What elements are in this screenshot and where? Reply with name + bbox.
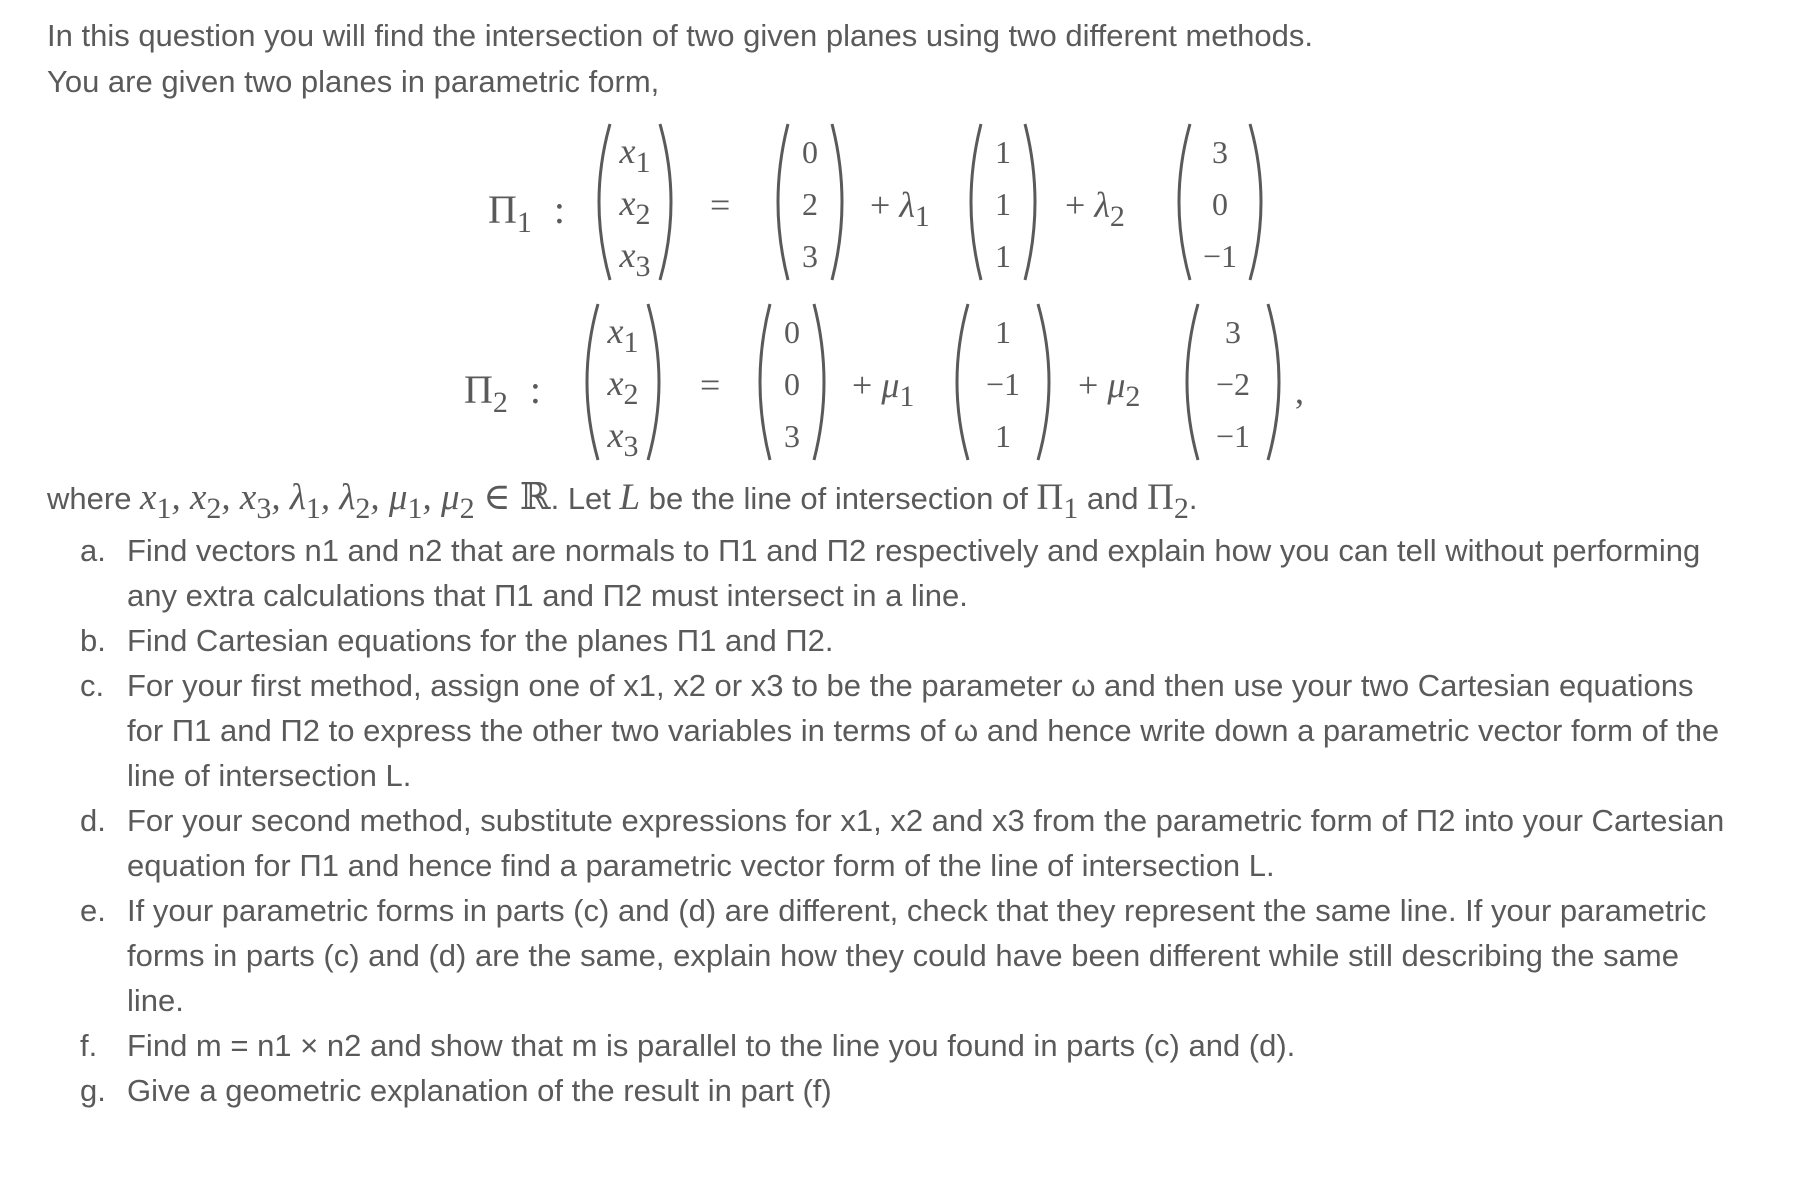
part-d: d. For your second method, substitute expressions for x1, x2 and x3 from the parametric form of Π2 into your Cartesian equation for Π1 and hence find a parametric vector form of the line of intersection L. — [80, 803, 1725, 883]
vector-entry: −1 — [985, 366, 1021, 402]
part-e: e. If your parametric forms in parts (c) and (d) are different, check that they represent the same line. If your parametric forms in parts (c) and (d) are the same, explain how they could have been different while still describing the same line. — [80, 893, 1707, 1018]
vector-entry: −1 — [1215, 418, 1251, 454]
plane-1-equals: = — [710, 185, 731, 225]
part-g: g. Give a geometric explanation of the result in part (f) — [80, 1073, 832, 1108]
part-f: f. Find m = n1 × n2 and show that m is parallel to the line you found in parts (c) and (d). — [80, 1028, 1296, 1063]
question-parts — [80, 528, 1730, 1113]
vector-entry: 0 — [784, 314, 800, 350]
plane-1-param-2: + $\lambda_2$ — [1065, 185, 1125, 233]
vector-entry: 3 — [802, 238, 818, 274]
vector-entry: 1 — [995, 314, 1011, 350]
part-b: b. Find Cartesian equations for the planes Π1 and Π2. — [80, 623, 834, 658]
vector-entry: −2 — [1215, 366, 1251, 402]
vector-entry: 1 — [995, 134, 1011, 170]
part-a: a. Find vectors n1 and n2 that are normals to Π1 and Π2 respectively and explain how you can tell without performing any extra calculations that Π1 and Π2 must intersect in a line. — [80, 533, 1701, 613]
plane-1-dir-1-vector — [963, 120, 1043, 285]
part-c: c. For your first method, assign one of x1, x2 or x3 to be the parameter ω and then use your two Cartesian equations for Π1 and Π2 to express the other two variables in terms of ω and hence write down a parametric vector form of the line of intersection L. — [80, 668, 1720, 793]
vector-entry: 1 — [995, 186, 1011, 222]
plane-2-comma: , — [1295, 371, 1304, 411]
plane-2-lhs-x2: $x_2$ — [607, 363, 639, 411]
plane-1-dir-2-vector — [1170, 120, 1270, 285]
vector-entry: 3 — [1212, 134, 1228, 170]
vector-entry: 1 — [995, 238, 1011, 274]
intro-line-1: In this question you will find the intersection of two given planes using two different methods. — [47, 18, 1313, 53]
vector-entry: 0 — [802, 134, 818, 170]
plane-2-dir-2-vector — [1178, 300, 1288, 465]
vector-entry: 0 — [784, 366, 800, 402]
plane-2-point-vector — [752, 300, 832, 465]
vector-entry: 2 — [802, 186, 818, 222]
plane-1-lhs-vector — [590, 120, 680, 285]
plane-2-param-2: + $\mu_2$ — [1078, 365, 1141, 413]
plane-2-label: $\Pi_2$ : — [464, 367, 542, 419]
plane-2-lhs-x1: $x_1$ — [607, 311, 639, 359]
vector-entry: 1 — [995, 418, 1011, 454]
plane-1-lhs-x2: $x_2$ — [619, 183, 651, 231]
intro-line-2: You are given two planes in parametric form, — [47, 64, 660, 99]
plane-1-equation — [0, 120, 1802, 290]
vector-entry: −1 — [1202, 238, 1238, 274]
plane-1-label: $\Pi_1$ : — [488, 187, 566, 239]
vector-entry: 3 — [1225, 314, 1241, 350]
plane-2-lhs-vector — [578, 300, 668, 465]
plane-2-param-1: + $\mu_1$ — [852, 365, 915, 413]
plane-2-equation — [0, 300, 1802, 470]
plane-2-dir-1-vector — [948, 300, 1058, 465]
where-line: where $x_1$, $x_2$, $x_3$, $\lambda_1$, $\lambda_2$, $\mu_1$, $\mu_2$ ∈ ℝ. Let L be the line of intersection of $\Pi_1$ and $\Pi_2$. — [47, 477, 1198, 525]
plane-1-param-1: + $\lambda_1$ — [870, 185, 930, 233]
vector-entry: 0 — [1212, 186, 1228, 222]
plane-1-lhs-x3: $x_3$ — [619, 235, 651, 283]
plane-1-point-vector — [770, 120, 850, 285]
plane-2-lhs-x3: $x_3$ — [607, 415, 639, 463]
vector-entry: 3 — [784, 418, 800, 454]
plane-1-lhs-x1: $x_1$ — [619, 131, 651, 179]
plane-2-equals: = — [700, 365, 721, 405]
